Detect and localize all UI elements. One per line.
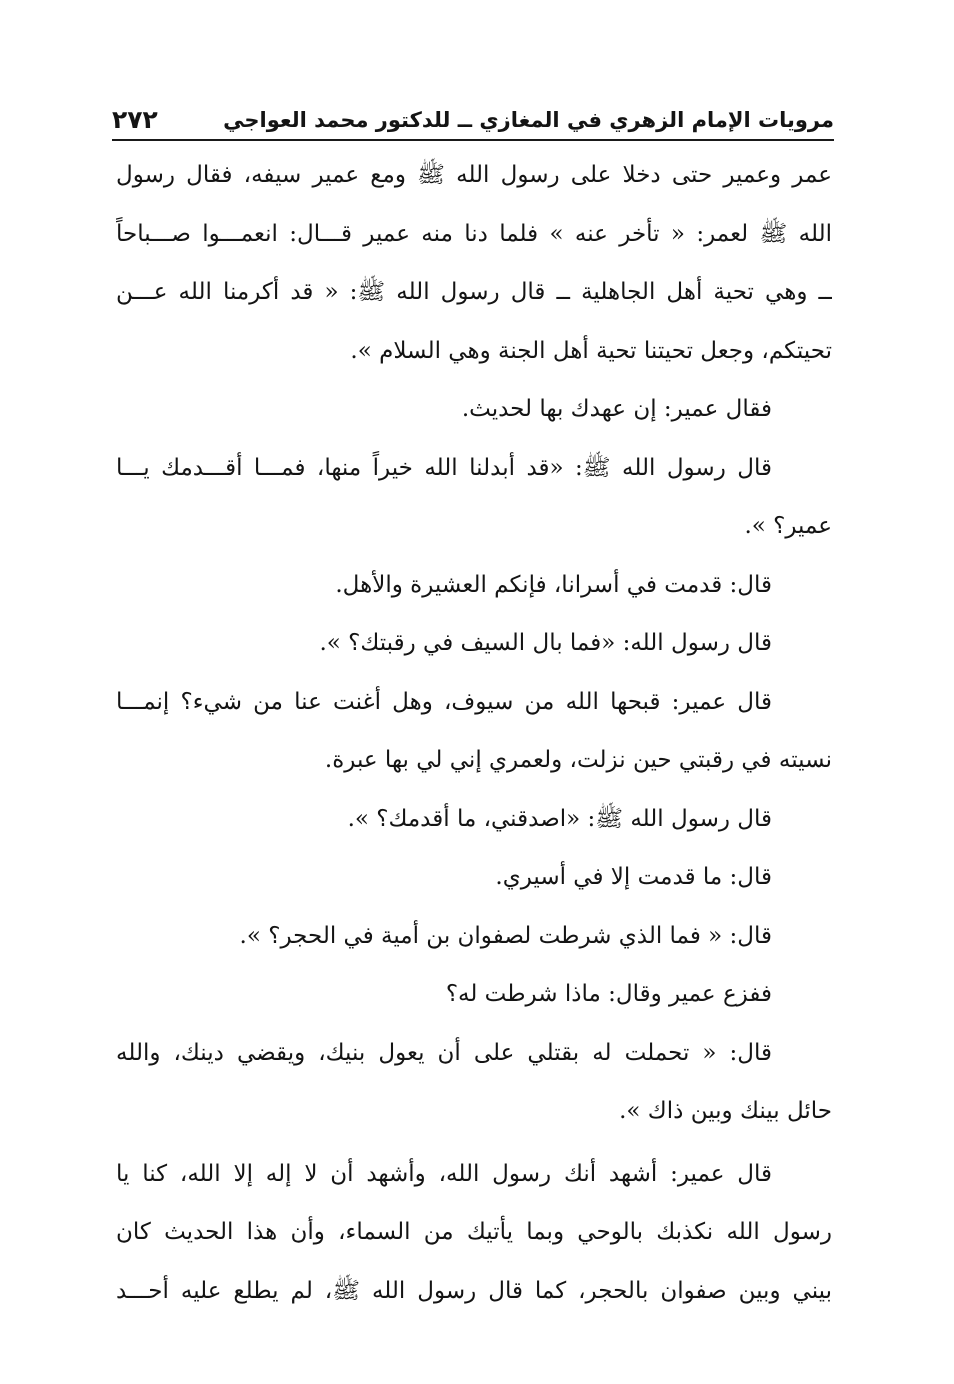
text-line: قال رسول الله ﷺ: «اصدقني، ما أقدمك؟ ». <box>347 805 772 832</box>
text-line: نسيته في رقبتي حين نزلت، ولعمري إني لي بها عبرة. <box>324 747 832 773</box>
text-line: تحيتكم، وجعل تحيتنا تحية أهل الجنة وهي السلام ». <box>350 337 832 364</box>
header-title: مرويات الإمام الزهري في المغازي ــ للدكتور محمد العواجي <box>223 108 834 132</box>
text-line: قال عمير: أشهد أنك رسول الله، وأشهد أن لا إله إلا الله، كنا يا <box>116 1160 772 1187</box>
text-line: قال: قدمت في أسرانا، فإنكم العشيرة والأهل. <box>335 571 772 598</box>
text-line: قال: ما قدمت إلا في أسيري. <box>495 864 772 890</box>
text-line: بيني وبين صفوان بالحجر، كما قال رسول الله ﷺ، لم يطلع عليه أحـــد <box>116 1277 832 1304</box>
text-line: حائل بينك وبين ذاك ». <box>619 1098 832 1124</box>
text-line: قال: « فما الذي شرطت لصفوان بن أمية في الحجر؟ ». <box>239 922 772 949</box>
text-line: قال رسول الله ﷺ: «قد أبدلنا الله خيراً منها، فمـــا أقـــدمك يـــا <box>116 454 772 481</box>
page-body <box>116 146 832 1320</box>
text-line: رسول الله نكذبك بالوحي وبما يأتيك من السماء، وأن هذا الحديث كان <box>116 1219 832 1245</box>
page-number: ٢٧٢ <box>112 105 158 134</box>
text-line: عمر وعمير حتى دخلا على رسول الله ﷺ ومع عمير سيفه، فقال رسول <box>116 162 832 188</box>
text-line: قال عمير: قبحها الله من سيوف، وهل أغنت عنا من شيء؟ إنمـــا <box>116 688 772 715</box>
header-divider <box>112 139 834 141</box>
text-line: عمير؟ ». <box>744 513 832 539</box>
text-line: ففزع عمير وقال: ماذا شرطت له؟ <box>445 981 772 1007</box>
running-header <box>112 92 834 138</box>
text-line: الله ﷺ لعمر: « تأخر عنه » فلما دنا منه عمير قـــال: انعمـــوا صـــباحاً <box>116 220 832 247</box>
text-line: قال رسول الله: «فما بال السيف في رقبتك؟ ». <box>319 630 772 656</box>
text-line: قال: « تحملت له بقتلي على أن يعول بنيك، ويقضي دينك، والله <box>116 1039 772 1066</box>
text-line: فقال عمير: إن عهدك بها لحديث. <box>461 396 772 422</box>
text-line: ــ وهي تحية أهل الجاهلية ــ قال رسول الله ﷺ: « قد أكرمنا الله عـــن <box>116 279 832 305</box>
